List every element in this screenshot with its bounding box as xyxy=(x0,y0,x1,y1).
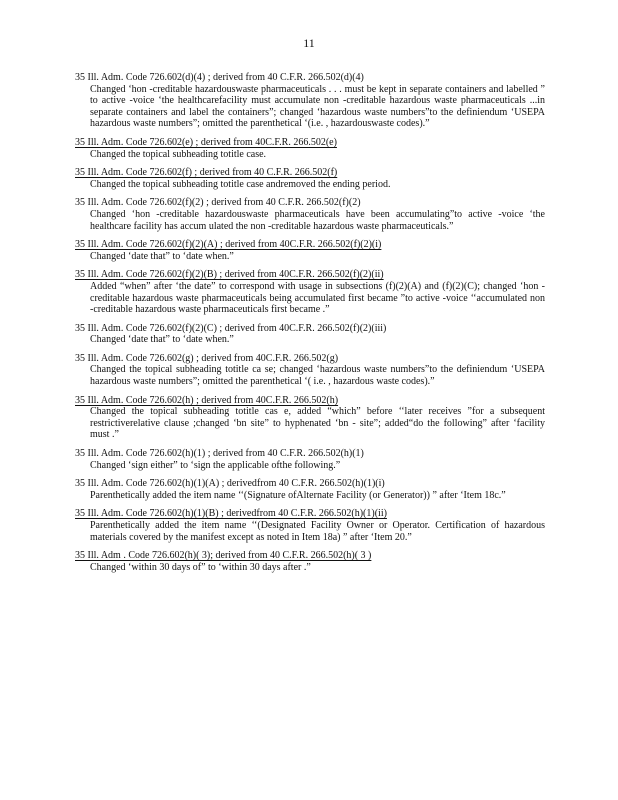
citation-line: 35 Ill. Adm. Code 726.602(f)(2) ; derived from 40 C.F.R. 266.502(f)(2) xyxy=(75,197,361,209)
amendment-entry xyxy=(75,72,545,130)
citation-line: 35 Ill. Adm. Code 726.602(d)(4) ; derived from 40 C.F.R. 266.502(d)(4) xyxy=(75,72,364,83)
amendment-entry xyxy=(75,239,545,262)
citation-line: 35 Ill. Adm. Code 726.602(h)(1) ; derived from 40 C.F.R. 266.502(h)(1) xyxy=(75,448,364,460)
citation-line: 35 Ill. Adm. Code 726.602(e) ; derived from 40C.F.R. 266.502(e) xyxy=(75,136,337,148)
amendment-entry xyxy=(75,550,545,573)
citation-line: 35 Ill. Adm. Code 726.602(f)(2)(B) ; derived from 40C.F.R. 266.502(f)(2)(ii) xyxy=(75,269,384,281)
amendment-entry xyxy=(75,508,545,543)
amendment-entry xyxy=(75,353,545,388)
amendment-list xyxy=(75,72,545,580)
amendment-entry xyxy=(75,395,545,441)
change-description: Changed the topical subheading totitle ca se; changed ‘hazardous waste numbers”to the definiendum ‘USEPA hazardous waste numbers”; omitted the parenthetical ‘( i.e. , hazardous waste codes).” xyxy=(90,364,545,388)
change-description: Added “when” after ‘the date” to correspond with usage in subsections (f)(2)(A) and (f)(2)(C); changed ‘hon -creditable hazardous waste pharmaceuticals being accumulated first became ”to active -voice ‘‘accumulated non -creditable hazardous waste pharmaceuticals first became .” xyxy=(90,280,545,316)
page-number: 11 xyxy=(303,36,315,50)
citation-line: 35 Ill. Adm. Code 726.602(h) ; derived from 40C.F.R. 266.502(h) xyxy=(75,394,339,406)
citation-line: 35 Ill. Adm. Code 726.602(h)(1)(A) ; derivedfrom 40 C.F.R. 266.502(h)(1)(i) xyxy=(75,478,385,490)
amendment-entry xyxy=(75,448,545,471)
change-description: Parenthetically added the item name ‘‘(Signature ofAlternate Facility (or Generator)) ” after ‘Item 18c.” xyxy=(90,489,506,501)
citation-line: 35 Ill. Adm . Code 726.602(h)( 3); derived from 40 C.F.R. 266.502(h)( 3 ) xyxy=(75,550,372,562)
change-description: Changed the topical subheading totitle case. xyxy=(90,148,267,160)
change-description: Changed ‘sign either” to ‘sign the applicable ofthe following.” xyxy=(90,459,341,471)
amendment-entry xyxy=(75,197,545,232)
change-description: Changed the topical subheading totitle case andremoved the ending period. xyxy=(90,178,391,190)
change-description: Changed ‘date that” to ‘date when.” xyxy=(90,250,234,262)
change-description: Changed ‘date that” to ‘date when.” xyxy=(90,334,234,346)
amendment-entry xyxy=(75,478,545,501)
amendment-entry xyxy=(75,323,545,346)
citation-line: 35 Ill. Adm. Code 726.602(h)(1)(B) ; derivedfrom 40 C.F.R. 266.502(h)(1)(ii) xyxy=(75,508,387,520)
amendment-entry xyxy=(75,167,545,190)
change-description: Changed ‘hon -creditable hazardouswaste pharmaceuticals have been accumulating”to active -voice ‘the healthcare facility has accum ulated the non -creditable hazardous waste pharmaceuticals.” xyxy=(90,208,545,232)
change-description: Changed ‘within 30 days of” to ‘within 30 days after .” xyxy=(90,561,311,573)
citation-line: 35 Ill. Adm. Code 726.602(f) ; derived from 40 C.F.R. 266.502(f) xyxy=(75,167,338,179)
change-description: Parenthetically added the item name ‘‘(Designated Facility Owner or Operator. Certification of hazardous materials covered by the manifest except as noted in Item 18a) ” after ‘Item 20.” xyxy=(90,520,545,543)
amendment-entry xyxy=(75,137,545,160)
citation-line: 35 Ill. Adm. Code 726.602(f)(2)(A) ; derived from 40C.F.R. 266.502(f)(2)(i) xyxy=(75,239,382,251)
amendment-entry xyxy=(75,269,545,315)
change-description: Changed ‘hon -creditable hazardouswaste pharmaceuticals . . . must be kept in separate containers and labelled ” to active -voice ‘the healthcarefacility must accumulate non -creditable hazardous waste pharmaceuticals ...in separate containers and label the containers”; changed ‘hazardous waste numbers”to the definiendum ‘USEPA hazardous waste numbers”; omitted the parenthetical ‘(i.e. , hazardouswaste codes).” xyxy=(90,83,545,130)
change-description: Changed the topical subheading totitle cas e, added “which” before ‘‘later receives ”for a subsequent restrictiverelative clause ;changed ‘bn site” to hyphenated ‘bn - site”; added“do the following” after ‘facility must .” xyxy=(90,406,545,441)
citation-line: 35 Ill. Adm. Code 726.602(f)(2)(C) ; derived from 40C.F.R. 266.502(f)(2)(iii) xyxy=(75,322,387,334)
citation-line: 35 Ill. Adm. Code 726.602(g) ; derived from 40C.F.R. 266.502(g) xyxy=(75,352,339,364)
